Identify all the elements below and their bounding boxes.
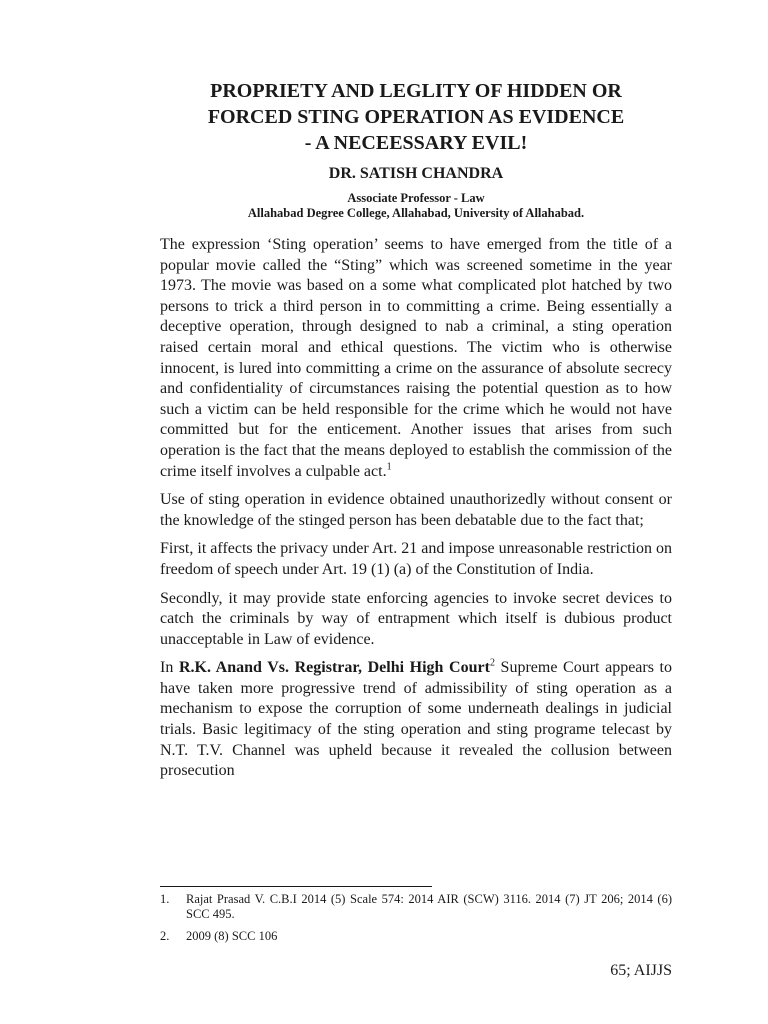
paragraph-1 (160, 235, 672, 482)
paragraph-4: Secondly, it may provide state enforcing agencies to invoke secret devices to catch the criminals by way of entrapment which itself is dubious product unacceptable in Law of evidence. (160, 589, 672, 648)
title-line-2: FORCED STING OPERATION AS EVIDENCE (207, 106, 625, 128)
footnote-1-number: 1. (160, 892, 170, 906)
footnote-2-text: 2009 (8) SCC 106 (186, 929, 278, 943)
affiliation-institution: Allahabad Degree College, Allahabad, University of Allahabad. (247, 206, 585, 220)
case-citation: R.K. Anand Vs. Registrar, Delhi High Court (178, 659, 490, 677)
footnote-2-number: 2. (160, 929, 170, 943)
footnote-divider (160, 886, 432, 887)
title-line-1: PROPRIETY AND LEGLITY OF HIDDEN OR (210, 80, 622, 102)
footnote-1 (160, 892, 672, 922)
footnote-2 (160, 929, 672, 944)
footnotes (160, 886, 672, 951)
footnote-ref-1: 1 (386, 461, 392, 473)
page-footer: 65; AIJJS (610, 962, 672, 979)
article-page (160, 78, 672, 790)
article-body (160, 235, 672, 782)
paragraph-3: First, it affects the privacy under Art. 21 and impose unreasonable restriction on freedom of speech under Art. 19 (1) (a) of the Constitution of India. (160, 540, 672, 578)
article-title (160, 78, 672, 156)
paragraph-5-prefix: In (160, 659, 179, 677)
footnote-ref-2: 2 (489, 657, 495, 669)
paragraph-5-text: Supreme Court appears to have taken more progressive trend of admissibility of sting operation as a mechanism to expose the corruption of some underneath dealings in judicial trials. Basic legitimacy of the sting operation and sting programe telecast by N.T. T.V. Channel was upheld because it revealed the collusion between prosecution (160, 659, 673, 780)
paragraph-2: Use of sting operation in evidence obtained unauthorizedly without consent or the knowledge of the stinged person has been debatable due to the fact that; (160, 491, 672, 529)
author-name: DR. SATISH CHANDRA (328, 165, 504, 182)
paragraph-1-text: The expression ‘Sting operation’ seems to have emerged from the title of a popular movie called the “Sting” which was screened sometime in the year 1973. The movie was based on a some what complicated plot hatched by two persons to trick a third person in to committing a crime. Being essentially a deceptive operation, through designed to nab a criminal, a sting operation raised certain moral and ethical questions. The victim who is otherwise innocent, is lured into committing a crime on the assurance of absolute secrecy and confidentiality of circumstances raising the potential question as to how such a victim can be held responsible for the crime which he would not have committed but for the enticement. Another issues that arises from such operation is the fact that the means deployed to establish the commission of the crime itself involves a culpable act. (160, 236, 672, 480)
affiliation-role: Associate Professor - Law (347, 191, 485, 205)
paragraph-5 (160, 658, 672, 782)
title-line-3: - A NECEESSARY EVIL! (304, 132, 528, 154)
footnote-1-text: Rajat Prasad V. C.B.I 2014 (5) Scale 574: 2014 AIR (SCW) 3116. 2014 (7) JT 206; 2014 (6) SCC 495. (186, 892, 672, 921)
